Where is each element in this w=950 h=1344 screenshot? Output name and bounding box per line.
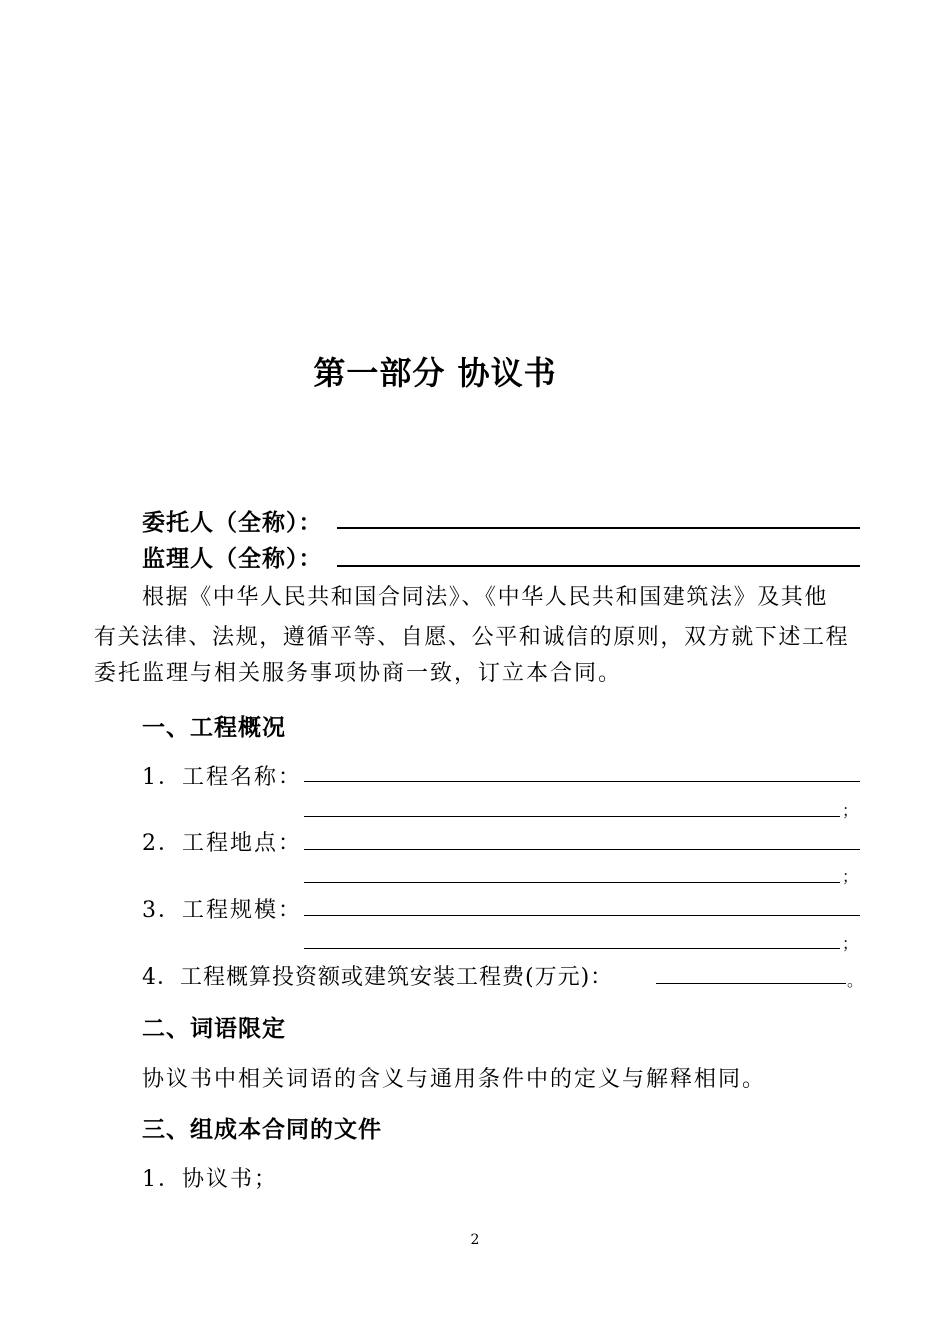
- project-name-label: 1．工程名称：: [142, 765, 302, 790]
- section-3-heading: 三、组成本合同的文件: [142, 1117, 382, 1143]
- page-title: 第一部分 协议书: [313, 354, 557, 392]
- intro-line-2: 有关法律、法规，遵循平等、自愿、公平和诚信的原则，双方就下述工程: [94, 625, 850, 650]
- section-2-text: 协议书中相关词语的含义与通用条件中的定义与解释相同。: [142, 1067, 767, 1092]
- intro-line-3: 委托监理与相关服务事项协商一致，订立本合同。: [94, 661, 623, 686]
- project-location-line-2[interactable]: [304, 882, 840, 883]
- project-location-semicolon: ；: [842, 867, 859, 886]
- project-budget-label: 4．工程概算投资额或建筑安装工程费(万元)：: [142, 965, 614, 990]
- section-3-item-1: 1．协议书；: [142, 1167, 278, 1192]
- project-name-semicolon: ；: [842, 801, 859, 820]
- project-budget-line[interactable]: [656, 983, 846, 984]
- project-scale-line-1[interactable]: [304, 915, 860, 916]
- client-blank-line[interactable]: [337, 527, 860, 529]
- section-2-heading: 二、词语限定: [142, 1016, 286, 1042]
- project-name-line-1[interactable]: [304, 781, 860, 782]
- project-scale-line-2[interactable]: [304, 948, 840, 949]
- supervisor-label: 监理人（全称）：: [142, 546, 323, 572]
- project-name-line-2[interactable]: [304, 816, 840, 817]
- supervisor-blank-line[interactable]: [337, 565, 860, 567]
- project-location-line-1[interactable]: [304, 849, 860, 850]
- project-scale-semicolon: ；: [842, 934, 859, 953]
- project-budget-period: 。: [847, 971, 864, 990]
- page-number: 2: [470, 1232, 480, 1248]
- project-location-label: 2．工程地点：: [142, 831, 302, 856]
- project-scale-label: 3．工程规模：: [142, 898, 302, 923]
- client-label: 委托人（全称）：: [142, 510, 323, 536]
- intro-line-1: 根据《中华人民共和国合同法》、《中华人民共和国建筑法》及其他: [142, 585, 829, 610]
- section-1-heading: 一、工程概况: [142, 715, 286, 741]
